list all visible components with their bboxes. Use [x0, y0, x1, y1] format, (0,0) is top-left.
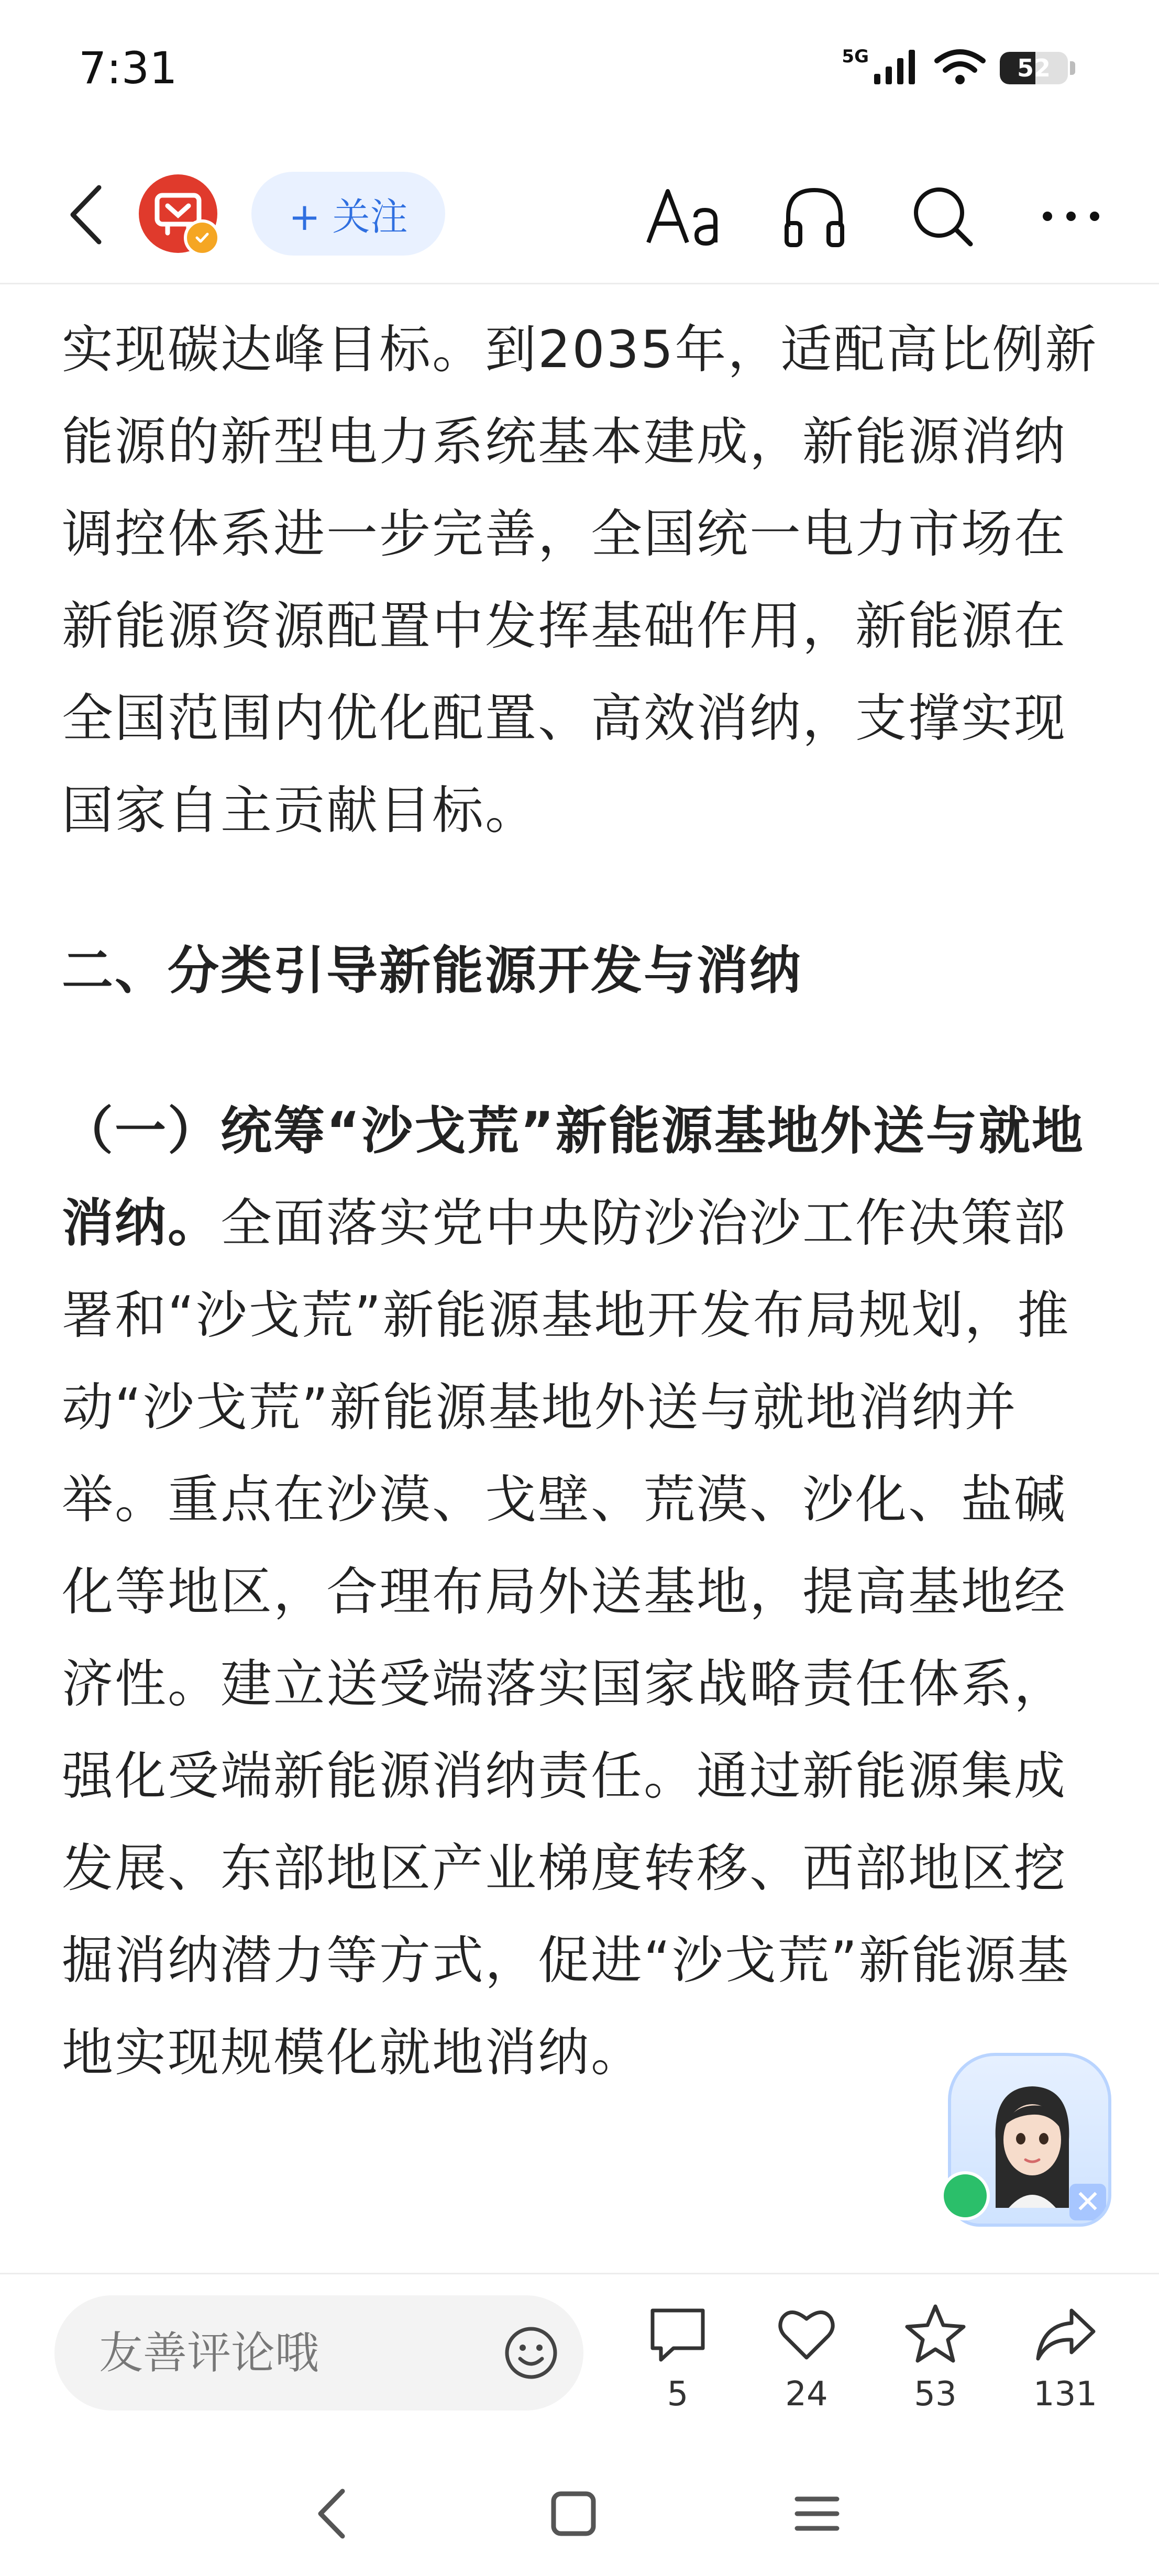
system-back-icon — [309, 2485, 356, 2542]
system-home-button[interactable] — [537, 2477, 610, 2550]
headphones-icon — [780, 182, 848, 250]
favorite-count: 53 — [914, 2375, 957, 2414]
share-count: 131 — [1033, 2375, 1098, 2414]
more-icon — [1037, 206, 1105, 227]
article-paragraph — [62, 1085, 1099, 2099]
article-body — [62, 304, 1099, 2099]
comment-button[interactable] — [625, 2301, 730, 2431]
battery-cap — [1070, 61, 1075, 75]
floating-assistant[interactable] — [948, 2042, 1110, 2231]
search-button[interactable] — [903, 177, 982, 256]
assistant-avatar-icon — [983, 2077, 1082, 2208]
system-menu-icon — [791, 2487, 843, 2540]
like-button[interactable] — [754, 2301, 859, 2431]
battery-icon — [1000, 52, 1068, 84]
follow-button[interactable]: + 关注 — [251, 172, 445, 256]
comment-placeholder: 友善评论哦 — [99, 2327, 319, 2379]
emoji-button[interactable] — [500, 2321, 562, 2384]
status-time: 7:31 — [79, 42, 178, 94]
top-nav — [0, 147, 1159, 284]
close-icon[interactable]: ✕ — [1069, 2184, 1106, 2220]
back-button[interactable] — [58, 181, 115, 249]
wifi-icon — [934, 48, 986, 88]
network-type: 5G — [842, 46, 869, 67]
comment-input[interactable] — [54, 2295, 583, 2411]
verified-badge-icon — [184, 219, 220, 256]
status-icons — [842, 42, 1075, 94]
article-paragraph: 实现碳达峰目标。到2035年，适配高比例新能源的新型电力系统基本建成，新能源消纳调控体系进一步完善，全国统一电力市场在新能源资源配置中发挥基础作用，新能源在全国范围内优化配置、高效消纳，支撑实现国家自主贡献目标。 — [62, 320, 1098, 841]
bottom-action-bar — [0, 2273, 1159, 2447]
comment-icon — [644, 2301, 712, 2369]
subsection-heading: （一）统筹“沙戈荒”新能源基地外送与就地消纳。 — [62, 1101, 1085, 1253]
system-nav-bar — [0, 2446, 1159, 2576]
status-bar — [0, 0, 1159, 131]
back-icon — [65, 183, 107, 246]
system-home-icon — [547, 2487, 600, 2540]
system-recents-button[interactable] — [780, 2477, 854, 2550]
more-button[interactable] — [1032, 177, 1110, 256]
assistant-logo-icon — [941, 2171, 990, 2220]
subsection-text: 全面落实党中央防沙治沙工作决策部署和“沙戈荒”新能源基地开发布局规划，推动“沙戈荒”新能源基地外送与就地消纳并举。重点在沙漠、戈壁、荒漠、沙化、盐碱化等地区，合理布局外送基地，提高基地经济性。建立送受端落实国家战略责任体系，强化受端新能源消纳责任。通过新能源集成发展、东部地区产业梯度转移、西部地区挖掘消纳潜力等方式，促进“沙戈荒”新能源基地实现规模化就地消纳。 — [62, 1193, 1070, 2083]
system-back-button[interactable] — [296, 2477, 369, 2550]
share-icon — [1031, 2301, 1099, 2369]
star-icon — [901, 2301, 969, 2369]
section-heading: 二、分类引导新能源开发与消纳 — [62, 941, 803, 1001]
emoji-icon — [502, 2324, 560, 2382]
like-count: 24 — [785, 2375, 828, 2414]
favorite-button[interactable] — [883, 2301, 988, 2431]
comment-count: 5 — [667, 2375, 689, 2414]
font-size-button[interactable] — [644, 177, 723, 256]
battery-level: 52 — [1017, 54, 1051, 82]
author-avatar[interactable] — [139, 174, 217, 253]
heart-icon — [772, 2301, 841, 2369]
share-button[interactable] — [1013, 2301, 1118, 2431]
search-icon — [909, 182, 977, 250]
font-size-icon — [644, 185, 723, 248]
signal-icon — [873, 49, 920, 87]
listen-button[interactable] — [775, 177, 854, 256]
